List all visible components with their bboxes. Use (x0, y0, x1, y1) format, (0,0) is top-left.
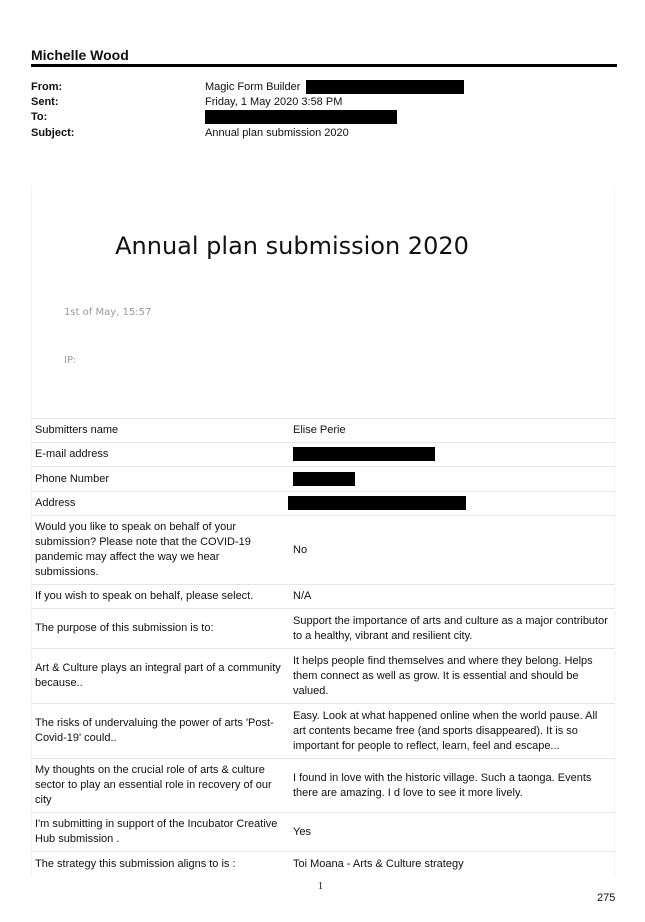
form-ip-label: IP: (64, 355, 77, 366)
table-row (31, 492, 615, 516)
table-row (31, 467, 615, 492)
table-row (31, 585, 615, 609)
table-row (31, 704, 615, 759)
sent-label: Sent: (31, 96, 59, 108)
table-row (31, 852, 615, 877)
redacted-phone (293, 472, 355, 486)
field-answer: N/A (293, 590, 312, 602)
table-row (31, 813, 615, 852)
redacted-from-email (306, 80, 464, 94)
from-sender: Magic Form Builder (205, 81, 301, 93)
field-answer: I found in love with the historic village. Such a taonga. Events there are amazing. I d love to see it more lively. (293, 771, 592, 799)
table-row (31, 759, 615, 813)
field-question: Submitters name (35, 424, 119, 436)
field-question: Would you like to speak on behalf of your submission? Please note that the COVID-19 pandemic may affect the way we hear submissions. (35, 521, 251, 578)
from-value (205, 80, 464, 95)
form-title: Annual plan submission 2020 (115, 232, 469, 260)
field-question: I'm submitting in support of the Incubator Creative Hub submission . (35, 818, 278, 845)
redacted-address (288, 496, 466, 510)
field-answer: Easy. Look at what happened online when the world pause. All art contents became free (and sports disappeared). It is so important for people to reflect, learn, feel and escape... (293, 709, 598, 752)
header-rule (31, 64, 617, 67)
table-row (31, 419, 615, 443)
field-answer: Support the importance of arts and culture as a major contributor to a healthy, vibrant and resilient city. (293, 614, 608, 642)
field-question: E-mail address (35, 448, 109, 460)
redacted-to-address (205, 110, 397, 124)
form-date: 1st of May, 15:57 (64, 307, 152, 318)
field-answer: It helps people find themselves and where they belong. Helps them connect as well as grow. It is essential and should be valued. (293, 654, 593, 697)
from-label: From: (31, 81, 63, 93)
field-question: Art & Culture plays an integral part of a community because.. (35, 662, 281, 689)
field-answer (285, 467, 615, 492)
to-label: To: (31, 111, 48, 123)
field-question: My thoughts on the crucial role of arts & culture sector to play an essential role in recovery of our city (35, 764, 272, 806)
sender-name: Michelle Wood (31, 47, 129, 63)
redacted-email (293, 447, 435, 461)
sent-value: Friday, 1 May 2020 3:58 PM (205, 96, 343, 108)
subject-value: Annual plan submission 2020 (205, 127, 349, 139)
field-answer (285, 492, 615, 516)
field-question: Phone Number (35, 472, 109, 485)
table-row (31, 443, 615, 467)
field-question: If you wish to speak on behalf, please select. (35, 590, 254, 602)
field-answer (285, 443, 615, 467)
to-value (205, 110, 397, 125)
field-answer: Yes (293, 825, 311, 838)
field-question: The purpose of this submission is to: (35, 622, 214, 634)
field-question: Address (35, 497, 76, 509)
field-answer: No (293, 543, 308, 556)
submission-fields-table (31, 418, 615, 877)
document-page-number: 275 (597, 892, 616, 904)
table-row (31, 649, 615, 704)
field-answer: Elise Perie (293, 424, 346, 436)
field-question: The risks of undervaluing the power of arts 'Post-Covid-19' could.. (35, 717, 274, 744)
page-number: 1 (318, 881, 323, 892)
table-row (31, 516, 615, 585)
subject-label: Subject: (31, 127, 75, 139)
field-question: The strategy this submission aligns to is : (35, 857, 236, 870)
table-row (31, 609, 615, 649)
field-answer: Toi Moana - Arts & Culture strategy (293, 857, 464, 870)
